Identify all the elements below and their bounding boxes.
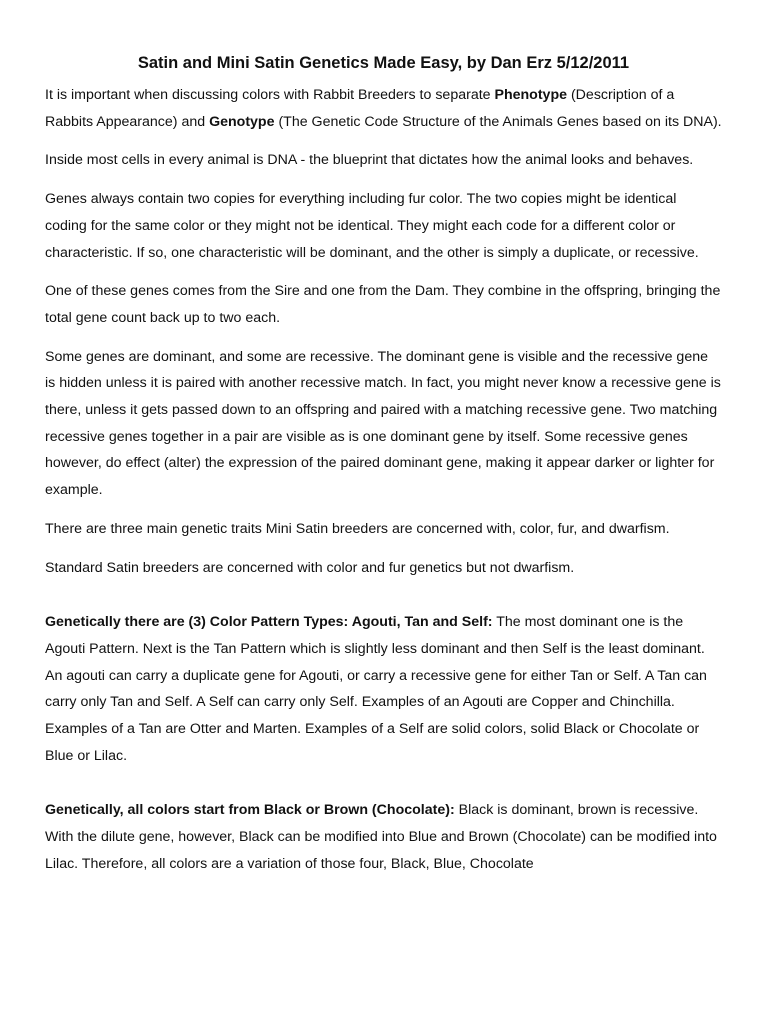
- paragraph-standard-satin: Standard Satin breeders are concerned with color and fur genetics but not dwarfism.: [45, 559, 575, 576]
- title-text: Satin and Mini Satin Genetics Made Easy, by Dan Erz: [137, 54, 553, 72]
- black-brown-text: Black is dominant, brown is recessive. With the dilute gene, however, Black can be modified into Blue and Brown (Chocolate) can be modified into Lilac. Therefore, all colors are a variation of those four, Black, Blue, Chocolate: [45, 802, 717, 872]
- document-title: [45, 50, 722, 76]
- heading-black-brown: Genetically, all colors start from Black or Brown (Chocolate):: [45, 802, 455, 819]
- color-patterns-text: The most dominant one is the Agouti Pattern. Next is the Tan Pattern which is slightly less dominant and then Self is the least dominant. An agouti can carry a duplicate gene for Agouti, or carry a recessive gene for either Tan or Self. A Tan can carry only Tan and Self. A Self can carry only Self. Examples of an Agouti are Copper and Chinchilla. Examples of a Tan are Otter and Marten. Examples of a Self are solid colors, solid Black or Chocolate or Blue or Lilac.: [45, 614, 707, 764]
- paragraph-color-patterns: [45, 609, 722, 769]
- p1-text-2: (Description of a Rabbits Appearance) and: [45, 87, 675, 130]
- document-date: 5/12/2011: [556, 54, 630, 72]
- term-genotype: Genotype: [209, 113, 275, 130]
- paragraph-three-traits: There are three main genetic traits Mini Satin breeders are concerned with, color, fur, and dwarfism.: [45, 520, 670, 537]
- p1-text-1: It is important when discussing colors with Rabbit Breeders to separate: [45, 87, 495, 103]
- paragraph-dna: Inside most cells in every animal is DNA - the blueprint that dictates how the animal looks and behaves.: [45, 152, 694, 169]
- paragraph-dominant-recessive: Some genes are dominant, and some are recessive. The dominant gene is visible and the recessive gene is hidden unless it is paired with another recessive match. In fact, you might never know a recessive gene is there, unless it gets passed down to an offspring and paired with a matching recessive gene. Two matching recessive genes together in a pair are visible as is one dominant gene by itself. Some recessive genes however, do effect (alter) the expression of the paired dominant gene, making it appear darker or lighter for example.: [45, 348, 721, 499]
- p1-text-3: (The Genetic Code Structure of the Animals Genes based on its DNA).: [274, 113, 722, 130]
- paragraph-phenotype-genotype: [45, 82, 722, 135]
- paragraph-black-brown: [45, 797, 722, 877]
- term-phenotype: Phenotype: [494, 87, 568, 103]
- heading-color-patterns: Genetically there are (3) Color Pattern Types: Agouti, Tan and Self:: [45, 614, 493, 631]
- paragraph-two-copies: Genes always contain two copies for everything including fur color. The two copies might be identical coding for the same color or they might not be identical. They might each code for a different color or characteristic. If so, one characteristic will be dominant, and the other is simply a duplicate, or recessive.: [45, 191, 699, 261]
- paragraph-sire-dam: One of these genes comes from the Sire and one from the Dam. They combine in the offspring, bringing the total gene count back up to two each.: [45, 283, 721, 326]
